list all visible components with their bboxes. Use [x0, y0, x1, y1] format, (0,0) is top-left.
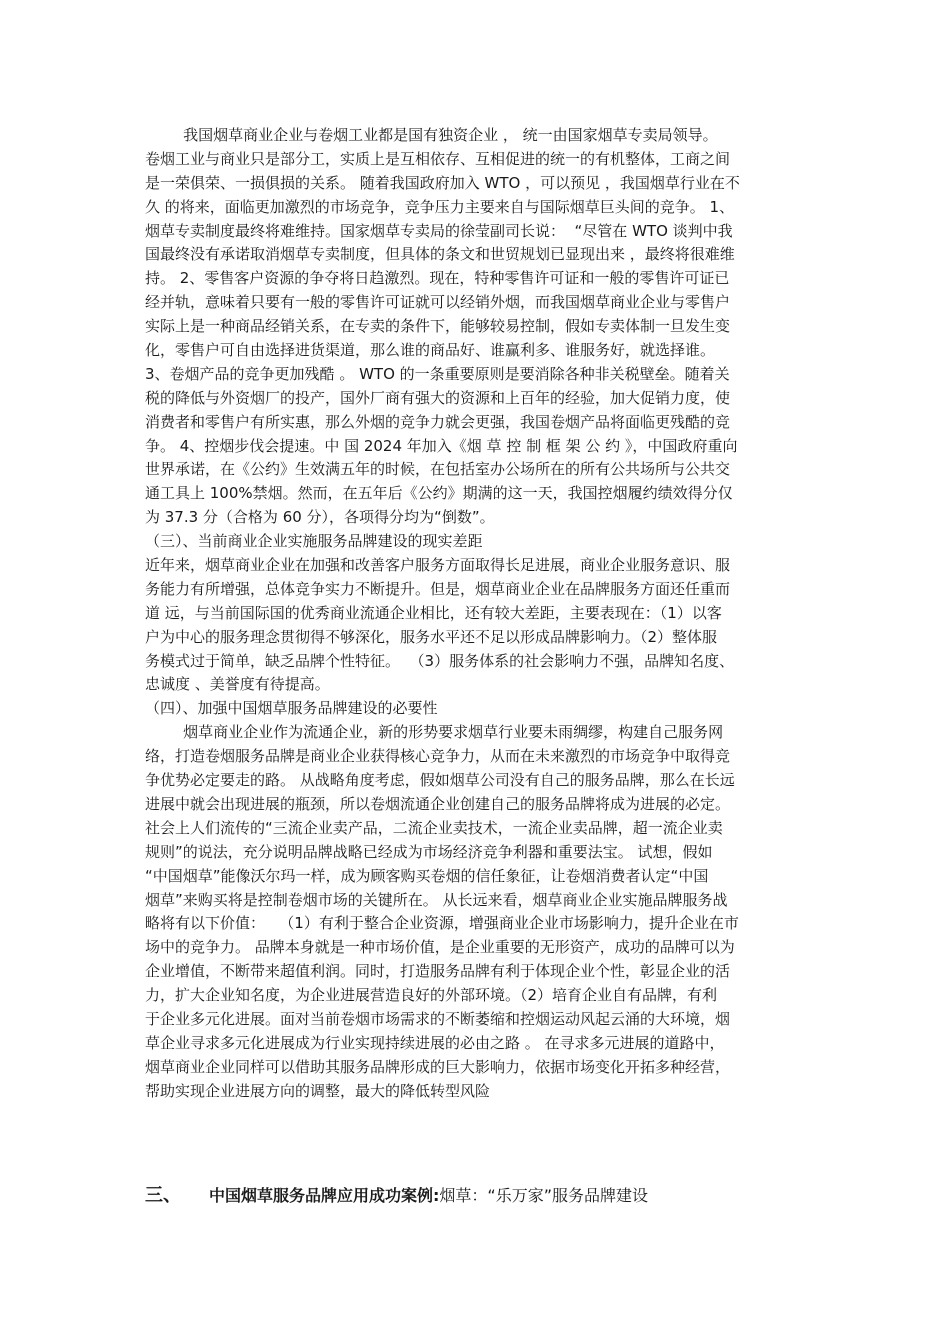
text-line: 经并轨，意味着只要有一般的零售许可证就可以经销外烟，而我国烟草商业企业与零售户	[145, 293, 731, 312]
section-title-bold: 中国烟草服务品牌应用成功案例:	[209, 1186, 440, 1205]
text-line: 规则”的说法，充分说明品牌战略已经成为市场经济竞争利器和重要法宝。 试想，假如	[145, 842, 713, 861]
section-title-rest: 烟草：“乐万家”服务品牌建设	[439, 1186, 648, 1205]
text-line: 务能力有所增强，总体竞争实力不断提升。但是，烟草商业企业在品牌服务方面还任重而	[145, 579, 731, 598]
text-line: 为 37.3 分（合格为 60 分），各项得分均为“倒数”。	[145, 508, 495, 527]
text-line: 争优势必定要走的路。 从战略角度考虑，假如烟草公司没有自己的服务品牌，那么在长远	[145, 771, 735, 790]
text-line: 进展中就会出现进展的瓶颈，所以卷烟流通企业创建自己的服务品牌将成为进展的必定。	[145, 794, 731, 813]
text-line: 通工具上 100%禁烟。然而，在五年后《公约》期满的这一天，我国控烟履约绩效得分仅	[145, 484, 733, 503]
text-line: 烟草商业企业同样可以借助其服务品牌形成的巨大影响力，依据市场变化开拓多种经营，	[145, 1057, 731, 1076]
text-line: 持。 2、零售客户资源的争夺将日趋激烈。现在，特种零售许可证和一般的零售许可证已	[145, 269, 730, 288]
text-line: 社会上人们流传的“三流企业卖产品，二流企业卖技术，一流企业卖品牌，超一流企业卖	[145, 818, 723, 837]
text-line: 世界承诺，在《公约》生效满五年的时候，在包括室办公场所在的所有公共场所与公共交	[145, 460, 731, 479]
text-line: 烟草专卖制度最终将难维持。国家烟草专卖局的徐莹副司长说： “尽管在 WTO 谈判中我	[145, 221, 733, 240]
text-line: 草企业寻求多元化进展成为行业实现持续进展的必由之路 。 在寻求多元进展的道路中，	[145, 1033, 725, 1052]
text-line: 争。 4、控烟步伐会提速。中 国 2024 年加入《烟 草 控 制 框 架 公 约 》，中国政府重向	[145, 436, 738, 455]
text-line: 略将有以下价值： （1）有利于整合企业资源，增强商业企业市场影响力，提升企业在市	[145, 914, 739, 933]
text-line: （三）、当前商业企业实施服务品牌建设的现实差距	[145, 532, 483, 551]
text-line: 户为中心的服务理念贯彻得不够深化，服务水平还不足以形成品牌影响力。（2）整体服	[145, 627, 718, 646]
text-line: 烟草”来购买将是控制卷烟市场的关键所在。 从长远来看，烟草商业企业实施品牌服务战	[145, 890, 728, 909]
text-line: 务模式过于简单，缺乏品牌个性特征。 （3）服务体系的社会影响力不强，品牌知名度、	[145, 651, 735, 670]
section-number: 三、	[145, 1185, 181, 1206]
text-line: 3、卷烟产品的竞争更加残酷 。 WTO 的一条重要原则是要消除各种非关税壁垒。随着关	[145, 364, 730, 383]
text-line: 忠诚度 、美誉度有待提高。	[145, 675, 330, 694]
text-line: “中国烟草”能像沃尔玛一样，成为顾客购买卷烟的信任象征，让卷烟消费者认定“中国	[145, 866, 709, 885]
text-line: 我国烟草商业企业与卷烟工业都是国有独资企业 ， 统一由国家烟草专卖局领导。	[145, 126, 718, 144]
text-line: 国最终没有承诺取消烟草专卖制度，但具体的条文和世贸规划已显现出来 ，最终将很难维	[145, 245, 735, 264]
document-body	[145, 124, 810, 1104]
text-line: 烟草商业企业作为流通企业，新的形势要求烟草行业要未雨绸缪，构建自己服务网	[145, 723, 724, 742]
text-line: 于企业多元化进展。面对当前卷烟市场需求的不断萎缩和控烟运动风起云涌的大环境，烟	[145, 1009, 731, 1028]
text-line: 力，扩大企业知名度，为企业进展营造良好的外部环境。（2）培育企业自有品牌，有利	[145, 986, 718, 1005]
text-line: 帮助实现企业进展方向的调整，最大的降低转型风险	[145, 1081, 491, 1100]
text-line: 久 的将来，面临更加激烈的市场竞争，竞争压力主要来自与国际烟草巨头间的竞争。 1、	[145, 197, 735, 216]
text-line: （四）、加强中国烟草服务品牌建设的必要性	[145, 699, 438, 718]
text-line: 道 远，与当前国际国的优秀商业流通企业相比，还有较大差距，主要表现在：（1）以客	[145, 603, 722, 622]
text-line: 卷烟工业与商业只是部分工，实质上是互相依存、互相促进的统一的有机整体，工商之间	[145, 149, 731, 168]
text-line: 近年来，烟草商业企业在加强和改善客户服务方面取得长足进展，商业企业服务意识、服	[145, 556, 731, 575]
section-heading	[145, 1182, 810, 1210]
text-line: 企业增值，不断带来超值利润。同时，打造服务品牌有利于体现企业个性，彰显企业的活	[145, 962, 731, 981]
text-line: 是一荣俱荣、一损俱损的关系。 随着我国政府加入 WTO ，可以预见 ，我国烟草行业在不	[145, 173, 740, 192]
text-line: 场中的竞争力。 品牌本身就是一种市场价值，是企业重要的无形资产，成功的品牌可以为	[145, 938, 735, 957]
text-line: 化，零售户可自由选择进货渠道，那么谁的商品好、谁赢利多、谁服务好，就选择谁。	[145, 341, 716, 360]
text-line: 络，打造卷烟服务品牌是商业企业获得核心竞争力，从而在未来激烈的市场竞争中取得竞	[145, 747, 731, 766]
text-line: 实际上是一种商品经销关系，在专卖的条件下，能够较易控制，假如专卖体制一旦发生变	[145, 317, 731, 336]
text-line: 消费者和零售户有所实惠，那么外烟的竞争力就会更强，我国卷烟产品将面临更残酷的竞	[145, 412, 731, 431]
text-line: 税的降低与外资烟厂的投产，国外厂商有强大的资源和上百年的经验，加大促销力度，使	[145, 388, 731, 407]
